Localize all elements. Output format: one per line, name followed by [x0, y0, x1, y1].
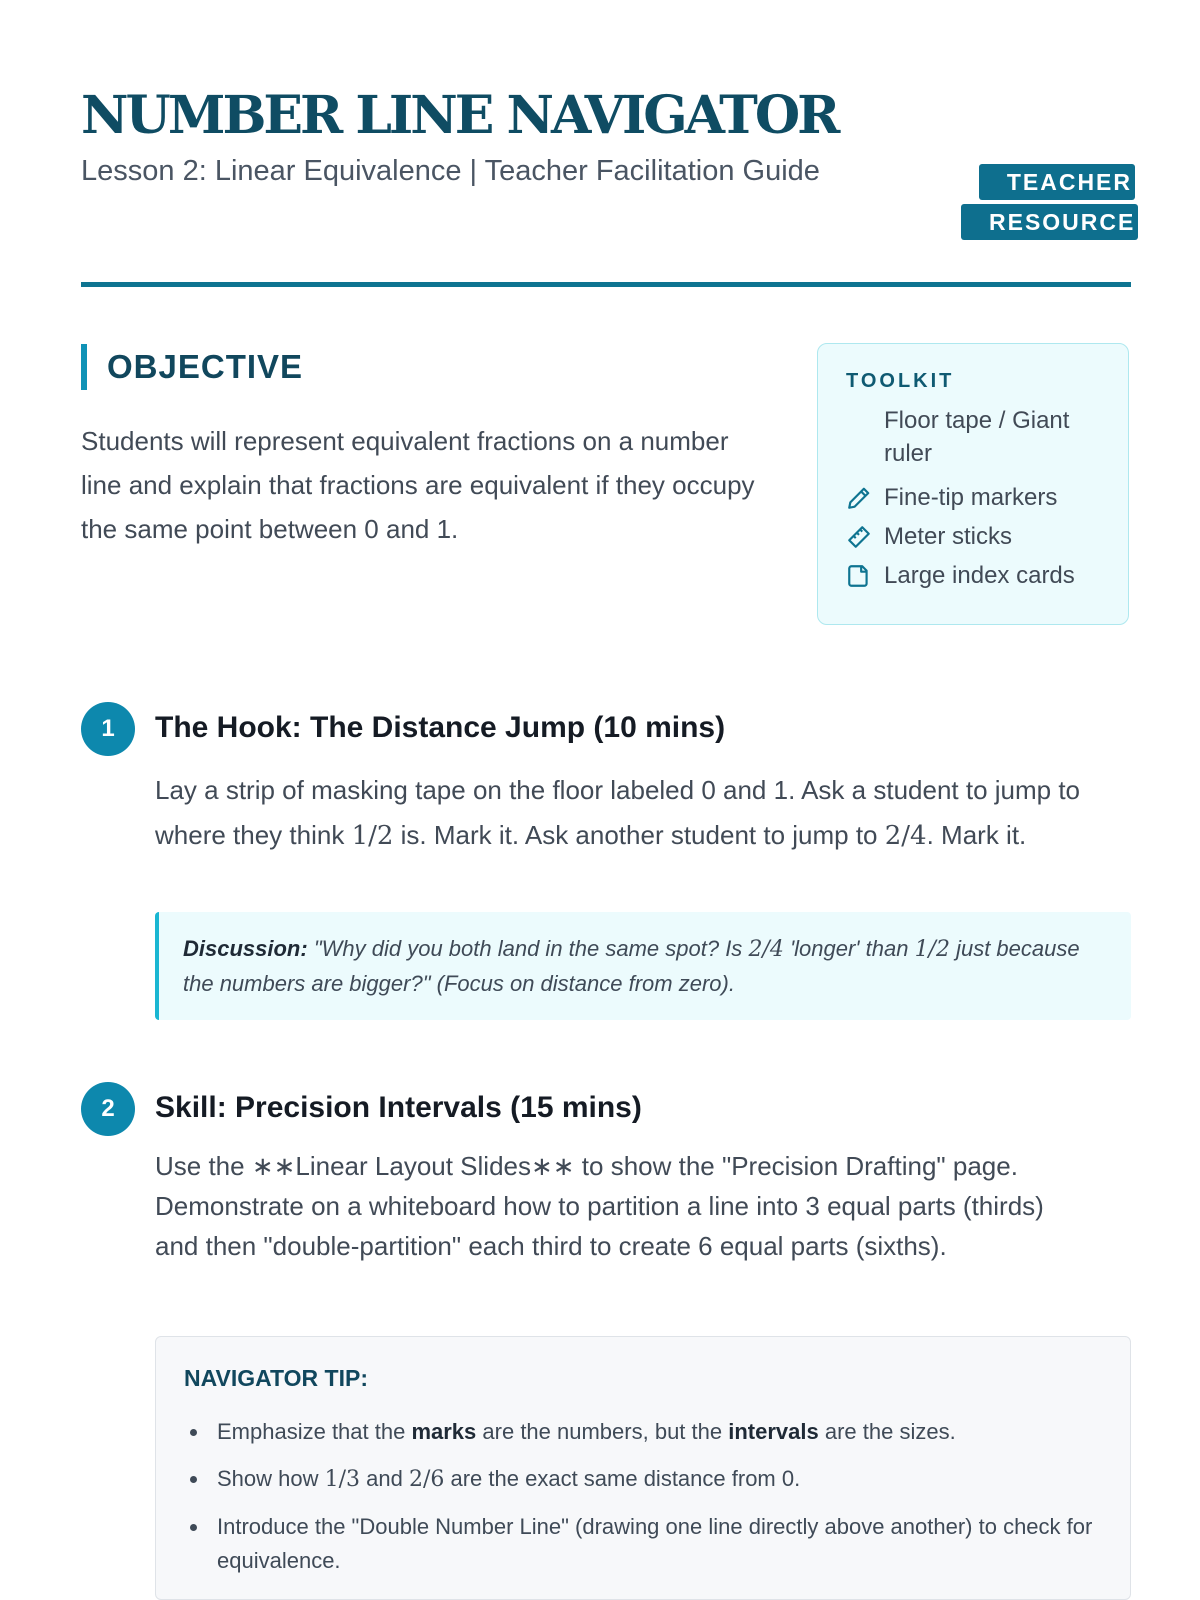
objective-heading: OBJECTIVE [107, 348, 304, 385]
tip-list [184, 1415, 1094, 1591]
tip-text: are the exact same distance from 0. [444, 1466, 801, 1491]
toolkit-item-label: Large index cards [884, 562, 1075, 589]
discussion-part: just because the numbers are bigger?" (Focus on distance from zero). [183, 936, 1080, 996]
pencil-icon [846, 485, 872, 511]
bullet [190, 1429, 197, 1436]
list-item [184, 1462, 1094, 1497]
ruler-icon [846, 524, 872, 550]
fraction: 2/4 [884, 821, 927, 851]
objective-accent-bar [81, 344, 87, 390]
list-item [184, 1415, 1094, 1449]
step1-text-b: is. Mark it. Ask another student to jump to [393, 820, 885, 850]
discussion-callout [155, 912, 1131, 1020]
badge-label: TEACHER RESOURCE [961, 164, 1138, 240]
tip-bold: intervals [728, 1419, 819, 1444]
toolkit-item-label: Fine-tip markers [884, 484, 1058, 511]
page-subtitle: Lesson 2: Linear Equivalence | Teacher Facilitation Guide [81, 155, 820, 187]
page-title: NUMBER LINE NAVIGATOR [81, 85, 838, 146]
tip-text: are the sizes. [818, 1419, 956, 1444]
tip-text: and [360, 1466, 409, 1491]
bullet [190, 1524, 197, 1531]
step-number-badge: 1 [81, 702, 135, 756]
toolkit-item-label: Floor tape / Giant ruler [884, 407, 1070, 467]
teacher-resource-badge [961, 162, 1135, 242]
discussion-label: Discussion: [183, 936, 308, 961]
toolkit-item-label: Meter sticks [884, 523, 1013, 550]
tip-bold: marks [411, 1419, 477, 1444]
card-icon [846, 563, 872, 589]
step1-text-a: Lay a strip of masking tape on the floor labeled 0 and 1. Ask a student to jump to where they think [155, 775, 1081, 850]
header-divider [81, 282, 1131, 287]
list-item [184, 1510, 1094, 1578]
navigator-tip-box [155, 1336, 1131, 1600]
fraction: 1/2 [914, 937, 950, 962]
step2-text: Use the ∗∗Linear Layout Slides∗∗ to show the "Precision Drafting" page. Demonstrate on a whiteboard how to partition a line into 3 equal parts (thirds) and then "double-partition" each third to create 6 equal parts (sixths). [155, 1151, 1044, 1261]
step1-text-c: . Mark it. [926, 820, 1027, 850]
discussion-part: 'longer' than [783, 936, 915, 961]
fraction: 2/4 [748, 937, 784, 962]
toolkit-title: TOOLKIT [846, 370, 955, 392]
tip-text: Emphasize that the [217, 1419, 412, 1444]
bullet [190, 1476, 197, 1483]
fraction: 1/3 [324, 1467, 361, 1492]
step-number-badge: 2 [81, 1082, 135, 1136]
toolkit-box [817, 343, 1129, 625]
step2-heading: Skill: Precision Intervals (15 mins) [155, 1091, 642, 1124]
fraction: 1/2 [351, 821, 394, 851]
discussion-text [183, 932, 1107, 1001]
tip-text: are the numbers, but the [476, 1419, 729, 1444]
tip-text: Show how [217, 1466, 325, 1491]
discussion-part: "Why did you both land in the same spot? Is [307, 936, 749, 961]
tip-heading: NAVIGATOR TIP: [184, 1365, 368, 1391]
step1-heading: The Hook: The Distance Jump (10 mins) [155, 711, 726, 744]
step1-text [155, 768, 1135, 859]
fraction: 2/6 [408, 1467, 445, 1492]
tip-text: Introduce the "Double Number Line" (drawing one line directly above another) to check for equivalence. [217, 1514, 1093, 1573]
objective-text: Students will represent equivalent fractions on a number line and explain that fractions are equivalent if they occupy the same point between 0 and 1. [81, 426, 755, 544]
